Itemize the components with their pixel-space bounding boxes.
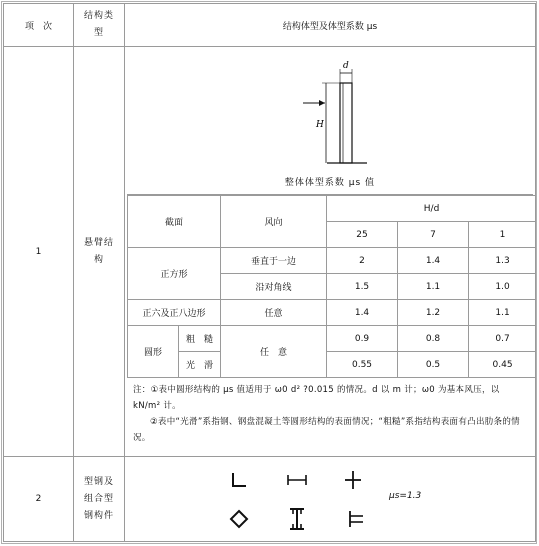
coef-value: 1.3 xyxy=(469,248,537,274)
col-section: 截面 xyxy=(128,196,221,248)
hex-label: 正六及正八边形 xyxy=(128,300,221,326)
i-beam-section-icon xyxy=(288,475,306,485)
diamond-section-icon xyxy=(231,511,247,527)
note-1: 注：①表中圆形结构的 μs 值适用于 ω0 d² ?0.015 的情况。d 以 m 计；ω0 为基本风压，以 kN/m² 计。 xyxy=(133,385,500,411)
coef-value: 0.45 xyxy=(469,352,537,378)
coef-value: 1.2 xyxy=(398,300,469,326)
header-row xyxy=(4,4,536,47)
row1-item: 1 xyxy=(4,47,74,457)
header-item: 项 次 xyxy=(4,4,74,47)
hd-value: 25 xyxy=(327,222,398,248)
row1-content xyxy=(125,47,536,457)
dim-d-label: d xyxy=(343,61,349,71)
table-row xyxy=(128,326,537,352)
table-row xyxy=(4,47,536,457)
row2-content xyxy=(125,457,536,542)
header-type-text: 结构类型 xyxy=(83,11,114,38)
subtable-header-row xyxy=(128,196,537,222)
table-notes xyxy=(127,378,533,446)
col-wind: 风向 xyxy=(221,196,327,248)
table-row xyxy=(128,248,537,274)
double-channel-section-icon xyxy=(290,509,304,529)
row2-item: 2 xyxy=(4,457,74,542)
coef-value: 0.7 xyxy=(469,326,537,352)
coef-value: 0.5 xyxy=(398,352,469,378)
coef-value: 0.55 xyxy=(327,352,398,378)
round-label: 圆形 xyxy=(128,326,179,378)
cantilever-diagram xyxy=(127,49,534,174)
square-label: 正方形 xyxy=(128,248,221,300)
coef-value: 0.9 xyxy=(327,326,398,352)
coef-value: 1.1 xyxy=(469,300,537,326)
cross-section-icon xyxy=(345,471,361,489)
row1-type xyxy=(74,47,125,457)
row1-content-wrap xyxy=(125,47,535,456)
wind-coefficient-table xyxy=(3,3,536,542)
formula-text: μs=1.3 xyxy=(389,491,422,501)
coef-value: 1.4 xyxy=(327,300,398,326)
coef-value: 1.4 xyxy=(398,248,469,274)
surface-label: 光 滑 xyxy=(179,352,221,378)
section-icons xyxy=(125,459,535,539)
coef-value: 1.5 xyxy=(327,274,398,300)
coef-value: 0.8 xyxy=(398,326,469,352)
mast-outline xyxy=(340,83,352,163)
section-shapes xyxy=(125,459,532,539)
header-type xyxy=(74,4,125,47)
dim-h-label: H xyxy=(316,120,324,130)
hd-value: 1 xyxy=(469,222,537,248)
coefficient-subtable xyxy=(127,195,537,378)
table-row xyxy=(128,352,537,378)
wind-direction: 沿对角线 xyxy=(221,274,327,300)
tee-section-icon xyxy=(350,511,363,527)
angle-section-icon xyxy=(233,473,246,486)
wind-arrow-head xyxy=(319,100,325,106)
coef-value: 1.0 xyxy=(469,274,537,300)
wind-direction: 垂直于一边 xyxy=(221,248,327,274)
surface-label: 粗 糙 xyxy=(179,326,221,352)
coef-value: 2 xyxy=(327,248,398,274)
coef-value: 1.1 xyxy=(398,274,469,300)
figure-caption: 整体体型系数 μs 值 xyxy=(284,178,376,188)
wind-direction: 任意 xyxy=(221,300,327,326)
row2-type-text: 型钢及组合型钢构件 xyxy=(83,476,114,521)
hd-value: 7 xyxy=(398,222,469,248)
table-row xyxy=(128,300,537,326)
round-wind: 任 意 xyxy=(221,326,327,378)
row2-type xyxy=(74,457,125,542)
row1-type-text: 悬臂结构 xyxy=(83,237,114,265)
cantilever-figure xyxy=(127,49,533,195)
col-hd: H/d xyxy=(327,196,537,222)
header-coeff: 结构体型及体型系数 μs xyxy=(125,4,536,47)
note-2: ②表中“光滑”系指钢、钢盘混凝土等圆形结构的表面情况；“粗糙”系指结构表面有凸出肋条的情况。 xyxy=(133,417,520,443)
table-row xyxy=(4,457,536,542)
